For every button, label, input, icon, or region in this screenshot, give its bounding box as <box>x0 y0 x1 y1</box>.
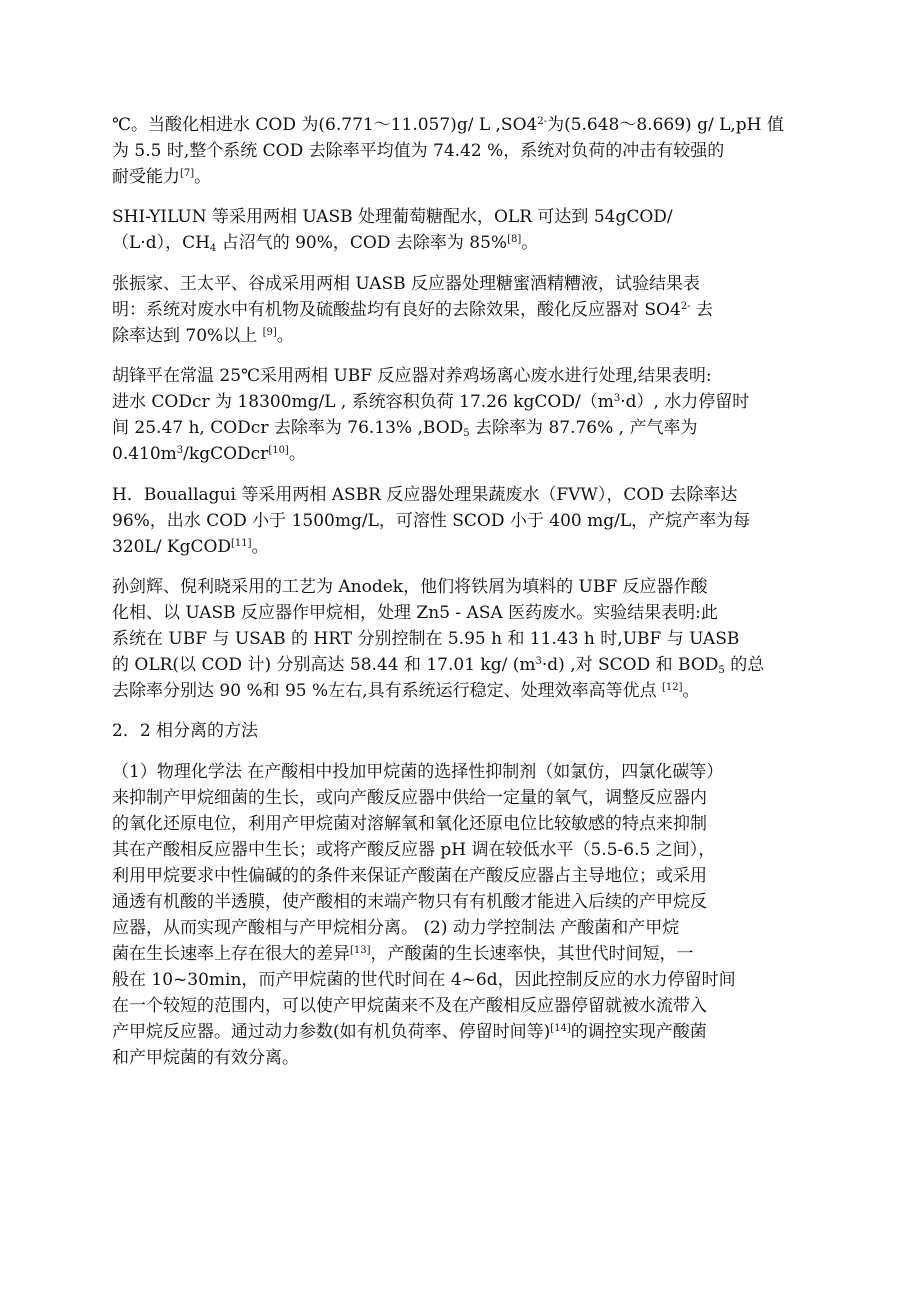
text-line <box>112 678 700 704</box>
text-line <box>112 138 724 164</box>
text-run: 间 25.47 h, CODcr 去除率为 76.13% ,BOD <box>112 418 464 438</box>
text-run: 利用甲烷要求中性偏碱的的条件来保证产酸菌在产酸反应器占主导地位；或采用 <box>112 866 707 886</box>
text-run: 的调控实现产酸菌 <box>570 1022 707 1042</box>
text-run: 进水 CODcr 为 18300mg/L , 系统容积负荷 17.26 kgCOD/（m <box>112 392 614 412</box>
superscript: [9] <box>262 327 277 338</box>
text-line <box>112 271 700 297</box>
text-run: 的 OLR(以 COD 计) 分别高达 58.44 和 17.01 kg/ (m <box>112 655 536 675</box>
text-line <box>112 415 697 441</box>
text-run: 胡锋平在常温 25℃采用两相 UBF 反应器对养鸡场离心废水进行处理,结果表明: <box>112 366 712 386</box>
text-line <box>112 626 739 652</box>
superscript: 3 <box>176 445 184 456</box>
text-line <box>112 164 211 190</box>
text-run: 。 <box>251 537 269 557</box>
text-run: 2．2 相分离的方法 <box>112 721 259 741</box>
text-run: /kgCODcr <box>183 444 269 464</box>
text-run: ·d) ,对 SCOD 和 BOD <box>541 655 719 675</box>
text-run: 和产甲烷菌的有效分离。 <box>112 1048 299 1068</box>
text-line <box>112 993 707 1019</box>
text-run: 的总 <box>724 655 765 675</box>
text-run: 去 <box>690 300 713 320</box>
text-line <box>112 837 715 863</box>
superscript: [7] <box>180 168 195 179</box>
text-run: 去除率分别达 90 %和 95 %左右,具有系统运行稳定、处理效率高等优点 <box>112 681 662 701</box>
text-line <box>112 363 712 389</box>
text-run: 来抑制产甲烷细菌的生长，或向产酸反应器中供给一定量的氧气，调整反应器内 <box>112 788 707 808</box>
text-run: 。 <box>288 444 306 464</box>
text-line <box>112 297 713 323</box>
superscript: [8] <box>507 234 522 245</box>
text-line <box>112 482 737 508</box>
text-line <box>112 323 294 349</box>
superscript: [11] <box>231 538 252 549</box>
text-run: 去除率为 87.76% , 产气率为 <box>469 418 698 438</box>
text-run: （L·d），CH <box>112 233 210 253</box>
text-line <box>112 441 306 467</box>
text-line <box>112 508 750 534</box>
text-run: 菌在生长速率上存在很大的差异 <box>112 944 350 964</box>
text-run: 的氧化还原电位，利用产甲烷菌对溶解氧和氧化还原电位比较敏感的特点来抑制 <box>112 814 707 834</box>
superscript: [12] <box>662 682 683 693</box>
text-line <box>112 652 764 678</box>
text-line <box>112 915 679 941</box>
text-run: 。 <box>521 233 539 253</box>
text-line <box>112 230 538 256</box>
text-run: 占沼气的 90%，COD 去除率为 85% <box>216 233 508 253</box>
text-line <box>112 600 718 626</box>
text-run: ℃。当酸化相进水 COD 为(6.771～11.057)g/ L ,SO4 <box>112 115 538 135</box>
text-run: 。 <box>276 326 294 346</box>
superscript: [10] <box>268 445 289 456</box>
subscript: 5 <box>718 665 725 676</box>
text-run: 为 5.5 时,整个系统 COD 去除率平均值为 74.42 %，系统对负荷的冲击有较强的 <box>112 141 725 161</box>
text-run: SHI-YILUN 等采用两相 UASB 处理葡萄糖配水，OLR 可达到 54gCOD/ <box>112 207 673 227</box>
text-run: 。 <box>682 681 700 701</box>
text-line <box>112 967 736 993</box>
text-line <box>112 204 673 230</box>
subscript: 5 <box>463 428 470 439</box>
superscript: 2- <box>537 116 548 127</box>
text-run: 张振家、王太平、谷成采用两相 UASB 反应器处理糖蜜酒精糟液，试验结果表 <box>112 274 701 294</box>
text-run: 般在 10~30min，而产甲烷菌的世代时间在 4~6d，因此控制反应的水力停留时间 <box>112 970 736 990</box>
text-run: ，产酸菌的生长速率快，其世代时间短，一 <box>370 944 694 964</box>
text-line <box>112 1045 299 1071</box>
text-line <box>112 785 707 811</box>
superscript: 2- <box>680 301 691 312</box>
text-line <box>112 574 708 600</box>
text-run: H．Bouallagui 等采用两相 ASBR 反应器处理果蔬废水（FVW），COD 去除率达 <box>112 485 738 505</box>
text-line <box>112 389 749 415</box>
text-line <box>112 718 258 744</box>
text-run: 应器，从而实现产酸相与产甲烷相分离。 (2) 动力学控制法 产酸菌和产甲烷 <box>112 918 680 938</box>
text-run: 在一个较短的范围内，可以使产甲烷菌来不及在产酸相反应器停留就被水流带入 <box>112 996 707 1016</box>
text-run: 产甲烷反应器。通过动力参数(如有机负荷率、停留时间等) <box>112 1022 551 1042</box>
superscript: 3 <box>535 656 542 667</box>
text-run: 320L/ KgCOD <box>112 537 232 557</box>
text-line <box>112 811 707 837</box>
text-line <box>112 941 694 967</box>
text-run: 为(5.648～8.669) g/ L,pH 值 <box>547 115 784 135</box>
text-line <box>112 863 707 889</box>
text-run: 0.410m <box>112 444 177 464</box>
text-line <box>112 534 269 560</box>
text-run: 。 <box>194 167 212 187</box>
text-run: 化相、以 UASB 反应器作甲烷相，处理 Zn5 - ASA 医药废水。实验结果表明:此 <box>112 603 718 623</box>
text-run: ·d）, 水力停留时 <box>620 392 750 412</box>
text-run: 通透有机酸的半透膜，使产酸相的末端产物只有有机酸才能进入后续的产甲烷反 <box>112 892 707 912</box>
text-run: 其在产酸相反应器中生长；或将产酸反应器 pH 调在较低水平（5.5-6.5 之间）， <box>112 840 716 860</box>
subscript: 4 <box>209 243 217 254</box>
text-run: （1）物理化学法 在产酸相中投加甲烷菌的选择性抑制剂（如氯仿，四氯化碳等） <box>112 762 724 782</box>
text-run: 孙剑辉、倪利晓采用的工艺为 Anodek，他们将铁屑为填料的 UBF 反应器作酸 <box>112 577 708 597</box>
text-run: 系统在 UBF 与 USAB 的 HRT 分别控制在 5.95 h 和 11.43 h 时,UBF 与 UASB <box>112 629 740 649</box>
text-line <box>112 889 707 915</box>
superscript: [13] <box>350 945 371 956</box>
text-run: 96%，出水 COD 小于 1500mg/L，可溶性 SCOD 小于 400 mg/L，产烷产率为每 <box>112 511 751 531</box>
text-run: 耐受能力 <box>112 167 180 187</box>
superscript: [14] <box>550 1023 571 1034</box>
superscript: 3 <box>613 393 621 404</box>
text-line <box>112 1019 707 1045</box>
text-line <box>112 759 723 785</box>
text-run: 明：系统对废水中有机物及硫酸盐均有良好的去除效果，酸化反应器对 SO4 <box>112 300 681 320</box>
text-run: 除率达到 70%以上 <box>112 326 263 346</box>
text-line <box>112 112 784 138</box>
